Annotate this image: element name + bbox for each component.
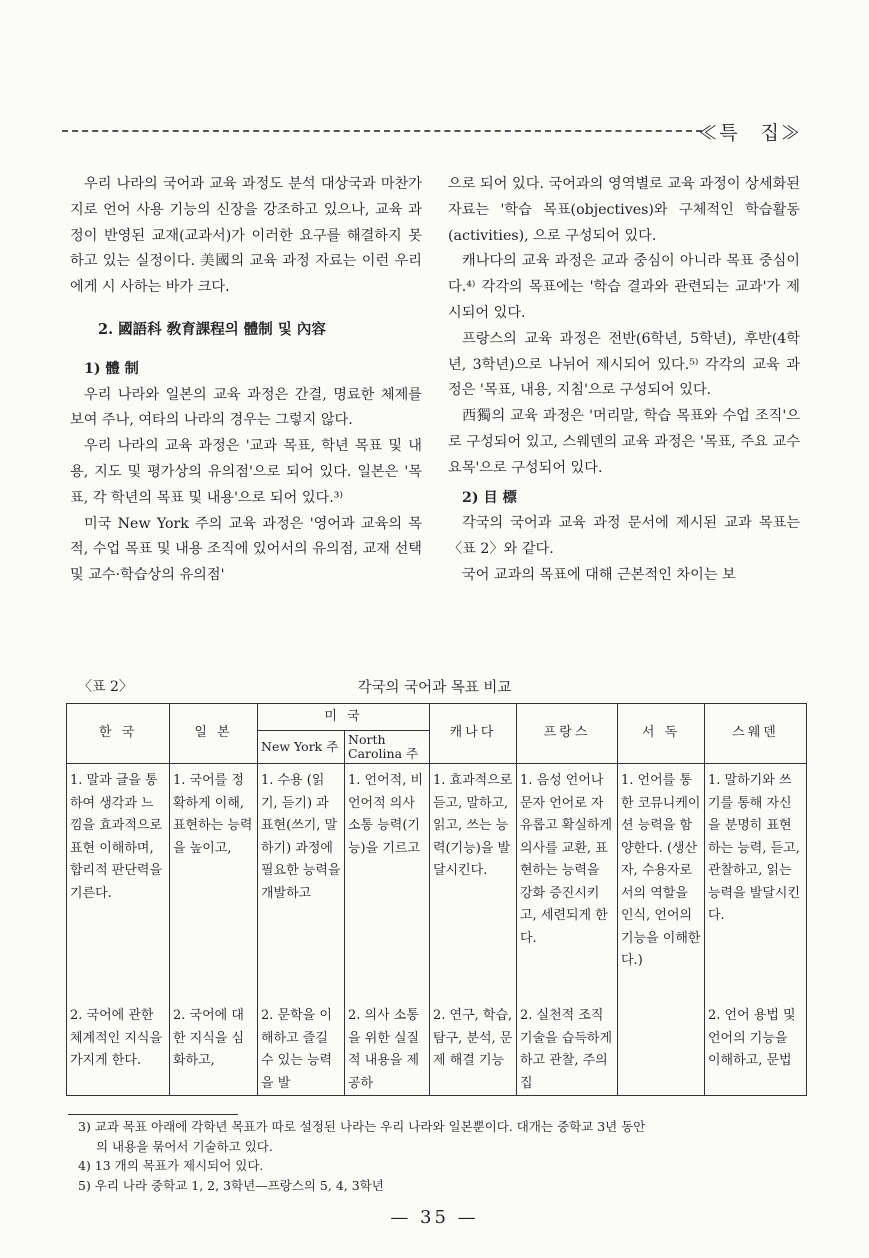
header-korea: 한 국: [67, 704, 170, 764]
cell-sweden-1: 1. 말하기와 쓰기를 통해 자신을 분명히 표현하는 능력, 듣고, 관찰하고, 읽는 능력을 발달시킨다.: [705, 764, 807, 996]
cell-france-2: 2. 실천적 조직 기술을 습득하게 하고 관찰, 주의 집: [517, 995, 618, 1096]
paragraph: 우리 나라의 국어과 교육 과정도 분석 대상국과 마찬가지로 언어 사용 기능의 신장을 강조하고 있으나, 교육 과정이 반영된 교재(교과서)가 이러한 요구를 해결하지 못하고 있는 실정이다. 美國의 교육 과정 자료는 이런 우리에게 시 사하는 바가 크다.: [70, 176, 422, 296]
paragraph: 캐나다의 교육 과정은 교과 중심이 아니라 목표 중심이다.⁴⁾ 각각의 목표에는 '학습 결과와 관련되는 교과'가 제시되어 있다.: [448, 253, 800, 321]
paragraph: 프랑스의 교육 과정은 전반(6학년, 5학년), 후반(4학년, 3학년)으로 나뉘어 제시되어 있다.⁵⁾ 각각의 교육 과정은 '목표, 내용, 지침'으로 구성되어 있다.: [448, 330, 800, 399]
table-title: 각국의 국어과 목표 비교: [357, 680, 512, 696]
header-new-york: New York 주: [258, 731, 345, 764]
subsection-heading: 1) 體 制: [84, 360, 139, 377]
header-north-carolina: North Carolina 주: [345, 731, 430, 764]
paragraph: 미국 New York 주의 교육 과정은 '영어과 교육의 목적, 수업 목표 및 내용 조직에 있어서의 유의점, 교재 선택 및 교수·학습상의 유의점': [70, 515, 422, 584]
header-usa: 미 국: [258, 704, 430, 731]
cell-nc-2: 2. 의사 소통을 위한 실질적 내용을 제공하: [345, 995, 430, 1096]
cell-canada-2: 2. 연구, 학습, 탐구, 분석, 문제 해결 기능: [430, 995, 517, 1096]
footnote-3: 3) 교과 목표 아래에 각학년 목표가 따로 설정된 나라는 우리 나라와 일본뿐이다. 대개는 중학교 3년 동안: [78, 1119, 646, 1134]
paragraph: 西獨의 교육 과정은 '머리말, 학습 목표와 수업 조직'으로 구성되어 있고, 스웨덴의 교육 과정은 '목표, 주요 교수 요목'으로 구성되어 있다.: [448, 408, 800, 476]
comparison-table: [66, 703, 807, 1096]
paragraph: 우리 나라의 교육 과정은 '교과 목표, 학년 목표 및 내용, 지도 및 평가상의 유의점'으로 되어 있다. 일본은 '목표, 각 학년의 목표 및 내용'으로 되어 있다.³⁾: [70, 438, 422, 506]
cell-ny-1: 1. 수용 (읽기, 듣기) 과 표현(쓰기, 말하기) 과정에 필요한 능력을 개발하고: [258, 764, 345, 996]
cell-korea-1: 1. 말과 글을 통하여 생각과 느낌을 효과적으로 표현 이해하며, 합리적 판단력을 기른다.: [67, 764, 170, 996]
paragraph: 으로 되어 있다. 국어과의 영역별로 교육 과정이 상세화된 자료는 '학습 목표(objectives)와 구체적인 학습활동(activities), 으로 구성되어 있다.: [448, 176, 800, 244]
footnote-3-continued: 의 내용을 묶어서 기술하고 있다.: [96, 1138, 273, 1154]
header-japan: 일 본: [170, 704, 258, 764]
header-france: 프랑스: [517, 704, 618, 764]
cell-wgermany-2: [618, 995, 705, 1096]
cell-ny-2: 2. 문학을 이해하고 즐길 수 있는 능력을 발: [258, 995, 345, 1096]
header-sweden: 스웨덴: [705, 704, 807, 764]
left-column: [70, 172, 422, 589]
header-dotted-rule: [62, 130, 702, 132]
running-header: [62, 118, 802, 144]
table-caption: 〈표 2〉: [78, 679, 133, 695]
header-canada: 캐나다: [430, 704, 517, 764]
paragraph: 국어 교과의 목표에 대해 근본적인 차이는 보: [462, 566, 736, 583]
cell-france-1: 1. 음성 언어나 문자 언어로 자유롭고 확실하게 의사를 교환, 표현하는 능력을 강화 증진시키고, 세련되게 한다.: [517, 764, 618, 996]
page-number: — 35 —: [390, 1207, 479, 1228]
cell-wgermany-1: 1. 언어를 통한 코뮤니케이션 능력을 함양한다. (생산자, 수용자로서의 역할을 인식, 언어의 기능을 이해한다.): [618, 764, 705, 996]
paragraph: 각국의 국어과 교육 과정 문서에 제시된 교과 목표는 〈표 2〉와 같다.: [448, 515, 800, 558]
footnote-4: 4) 13 개의 목표가 제시되어 있다.: [78, 1158, 264, 1173]
header-wgermany: 서 독: [618, 704, 705, 764]
footnote-5: 5) 우리 나라 중학교 1, 2, 3학년—프랑스의 5, 4, 3학년: [78, 1177, 384, 1193]
cell-sweden-2: 2. 언어 용법 및 언어의 기능을 이해하고, 문법: [705, 995, 807, 1096]
right-column: [448, 172, 800, 589]
footnotes: [78, 1117, 818, 1195]
cell-canada-1: 1. 효과적으로 듣고, 말하고, 읽고, 쓰는 능력(기능)을 발달시킨다.: [430, 764, 517, 996]
subsection-heading: 2) 目 標: [462, 489, 517, 506]
paragraph: 우리 나라와 일본의 교육 과정은 간결, 명료한 체제를 보여 주나, 여타의 나라의 경우는 그렇지 않다.: [70, 386, 422, 429]
cell-nc-1: 1. 언어적, 비언어적 의사 소통 능력(기능)을 기르고: [345, 764, 430, 996]
footnote-rule: [68, 1114, 238, 1115]
cell-japan-1: 1. 국어를 정확하게 이해, 표현하는 능력을 높이고,: [170, 764, 258, 996]
section-label: ≪특 집≫: [698, 122, 802, 144]
section-heading: 2. 國語科 敎育課程의 體制 및 內容: [98, 320, 326, 338]
cell-korea-2: 2. 국어에 관한 체계적인 지식을 가지게 한다.: [67, 995, 170, 1096]
cell-japan-2: 2. 국어에 대한 지식을 심화하고,: [170, 995, 258, 1096]
